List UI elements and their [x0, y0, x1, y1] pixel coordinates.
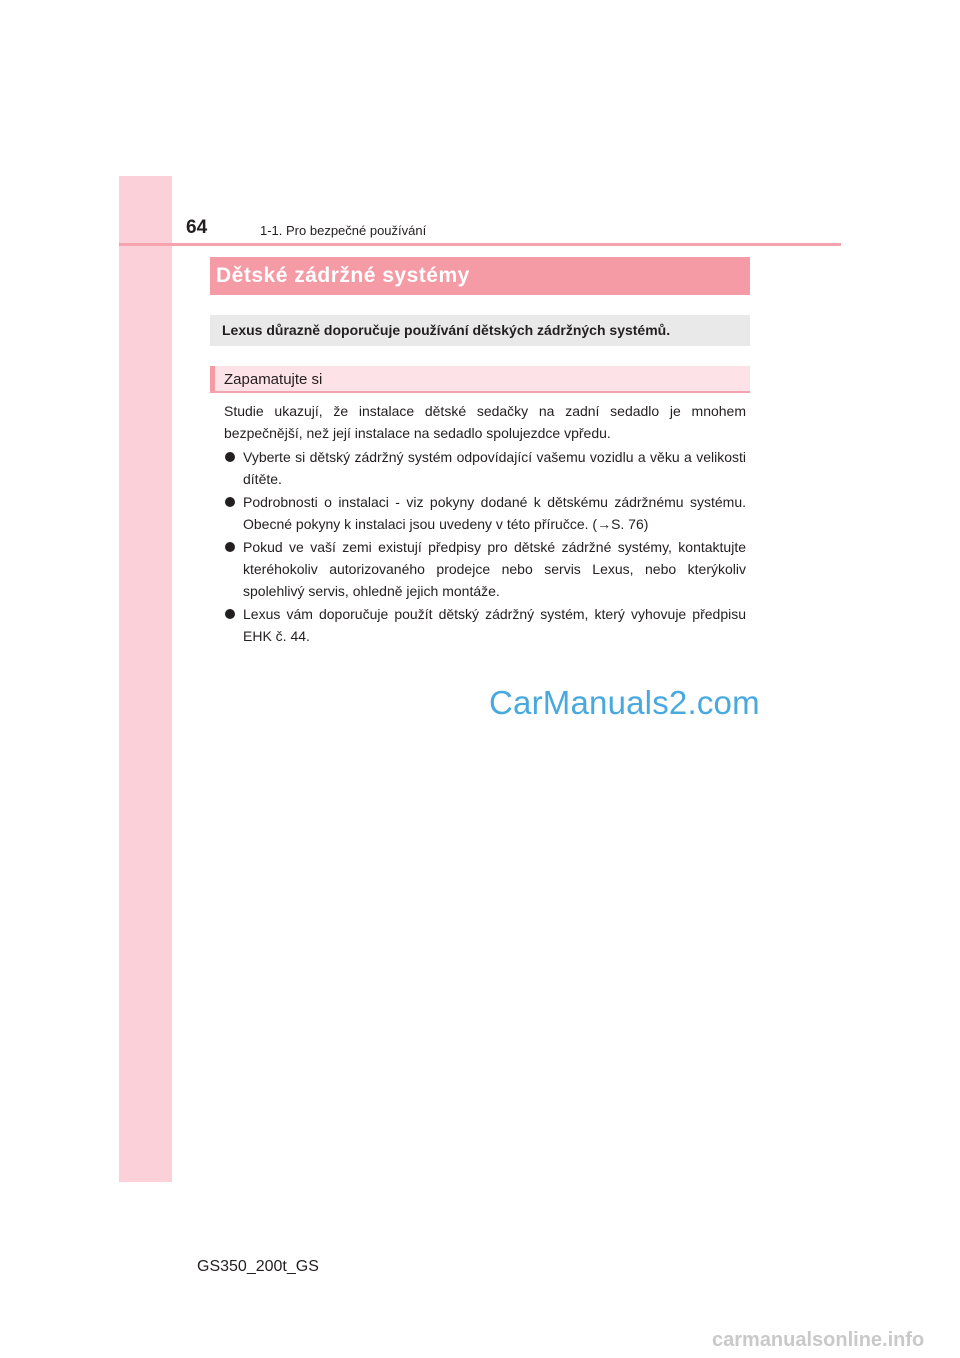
- bullet-icon: [225, 452, 235, 462]
- bullet-item: [224, 536, 746, 602]
- note-accent: [210, 366, 215, 391]
- page-number: 64: [186, 217, 208, 238]
- note-header: [210, 366, 750, 393]
- note-paragraph: Studie ukazují, že instalace dětské sedačky na zadní sedadlo je mnohem bezpečnější, než její instalace na sedadlo spolujezdce vpředu.: [224, 403, 746, 441]
- bullet-text: Podrobnosti o instalaci - viz pokyny dodané k dětskému zádržnému systému. Obecné pokyny k instalaci jsou uvedeny v této příručce. (→S. 76): [243, 494, 746, 532]
- header-rule: [119, 243, 841, 246]
- intro-box: [210, 315, 750, 346]
- bullet-item: [224, 491, 746, 535]
- carmanuals-watermark: CarManuals2.com: [489, 684, 760, 721]
- bullet-item: [224, 603, 746, 647]
- section-title: Dětské zádržné systémy: [216, 264, 470, 287]
- bullet-text: Pokud ve vaší zemi existují předpisy pro dětské zádržné systémy, kontaktujte kteréhokoliv autorizovaného prodejce nebo servis Lexus, nebo kterýkoliv spolehlivý servis, ohledně jejich montáže.: [243, 539, 746, 599]
- section-label: 1-1. Pro bezpečné používání: [260, 223, 427, 238]
- note-body: [224, 400, 746, 648]
- site-watermark: carmanualsonline.info: [712, 1329, 925, 1351]
- bullet-icon: [225, 609, 235, 619]
- note-heading: Zapamatujte si: [224, 371, 323, 388]
- side-color-band: [119, 176, 172, 1182]
- bullet-text: Vyberte si dětský zádržný systém odpovídající vašemu vozidlu a věku a velikosti dítěte.: [243, 449, 746, 487]
- bullet-icon: [225, 497, 235, 507]
- bullet-icon: [225, 542, 235, 552]
- bullet-item: [224, 446, 746, 490]
- footer-model-code: GS350_200t_GS: [197, 1258, 319, 1275]
- bullet-text: Lexus vám doporučuje použít dětský zádržný systém, který vyhovuje předpisu EHK č. 44.: [243, 606, 746, 644]
- section-title-bar: [210, 257, 750, 295]
- intro-text: Lexus důrazně doporučuje používání dětských zádržných systémů.: [222, 322, 671, 338]
